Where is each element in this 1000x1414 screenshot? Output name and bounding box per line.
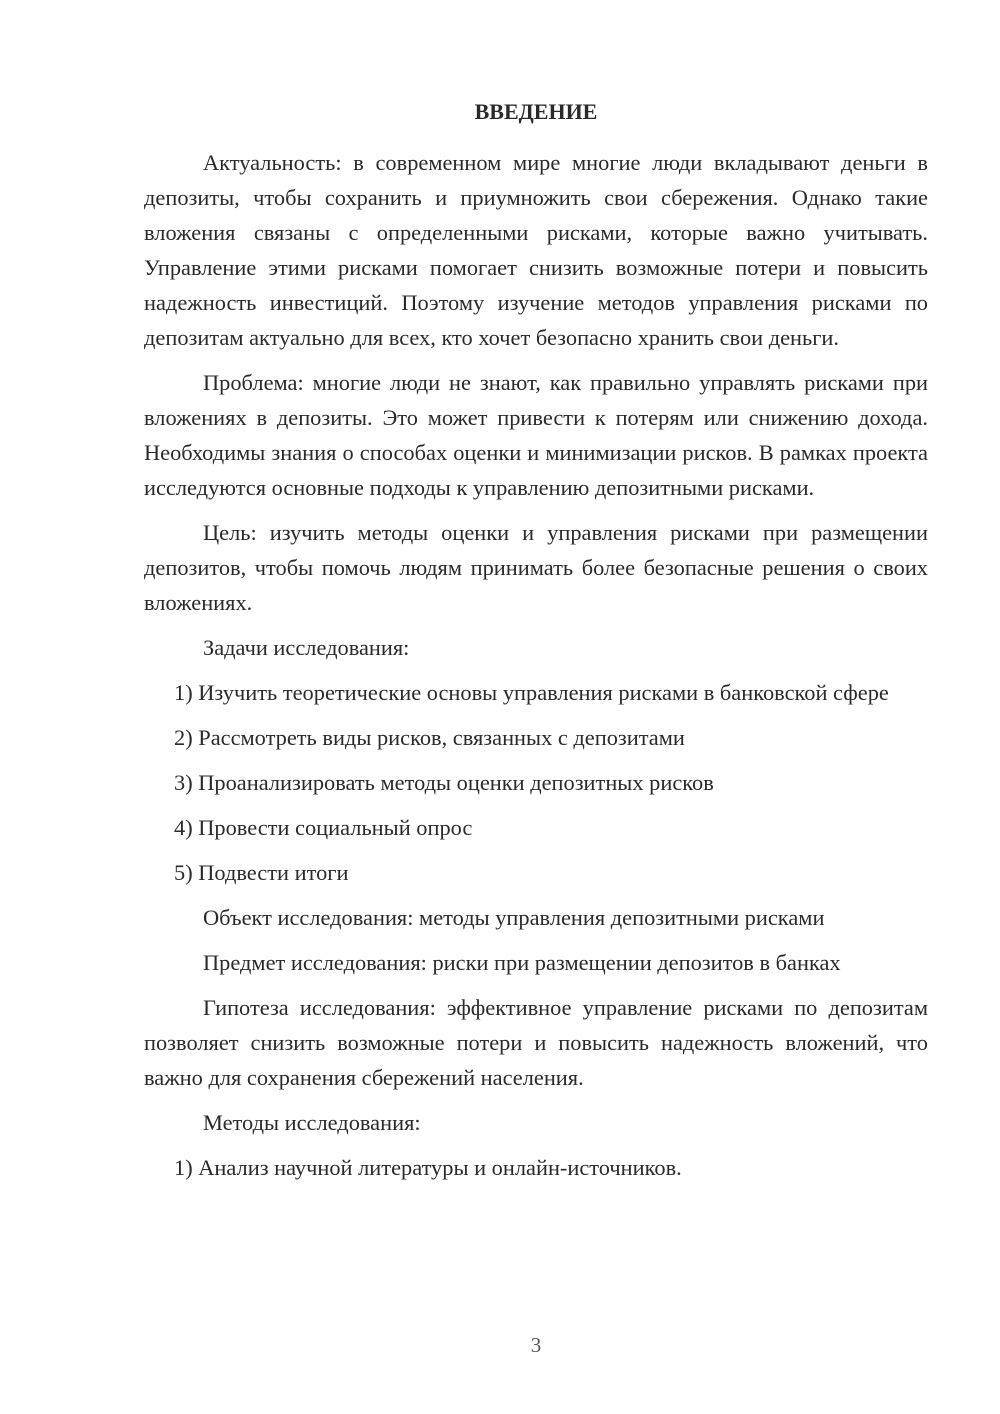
- page-content: [144, 94, 928, 1195]
- relevance-paragraph: Актуальность: в современном мире многие люди вкладывают деньги в депозиты, чтобы сохранить и приумножить свои сбережения. Однако такие вложения связаны с определенными рисками, которые важно учитывать. Управление этими рисками помогает снизить возможные потери и повысить надежность инвестиций. Поэтому изучение методов управления рисками по депозитам актуально для всех, кто хочет безопасно хранить свои деньги.: [144, 150, 928, 350]
- object-paragraph: Объект исследования: методы управления депозитными рисками: [203, 905, 825, 930]
- task-item: 2) Рассмотреть виды рисков, связанных с депозитами: [174, 725, 685, 750]
- task-item: 5) Подвести итоги: [174, 860, 349, 885]
- hypothesis-paragraph: Гипотеза исследования: эффективное управление рисками по депозитам позволяет снизить возможные потери и повысить надежность вложений, что важно для сохранения сбережений населения.: [144, 995, 928, 1090]
- section-title: ВВЕДЕНИЕ: [474, 99, 598, 124]
- problem-paragraph: Проблема: многие люди не знают, как правильно управлять рисками при вложениях в депозиты. Это может привести к потерям или снижению дохода. Необходимы знания о способах оценки и минимизации рисков. В рамках проекта исследуются основные подходы к управлению депозитными рисками.: [144, 370, 928, 500]
- task-item: 4) Провести социальный опрос: [174, 815, 473, 840]
- task-item: 3) Проанализировать методы оценки депозитных рисков: [174, 770, 714, 795]
- subject-paragraph: Предмет исследования: риски при размещении депозитов в банках: [203, 950, 841, 975]
- tasks-heading: Задачи исследования:: [203, 635, 410, 660]
- methods-heading: Методы исследования:: [203, 1110, 421, 1135]
- goal-paragraph: Цель: изучить методы оценки и управления рисками при размещении депозитов, чтобы помочь людям принимать более безопасные решения о своих вложениях.: [144, 520, 928, 615]
- task-item: 1) Изучить теоретические основы управления рисками в банковской сфере: [174, 680, 889, 705]
- method-item: 1) Анализ научной литературы и онлайн-источников.: [174, 1155, 682, 1180]
- page-number: 3: [530, 1333, 542, 1357]
